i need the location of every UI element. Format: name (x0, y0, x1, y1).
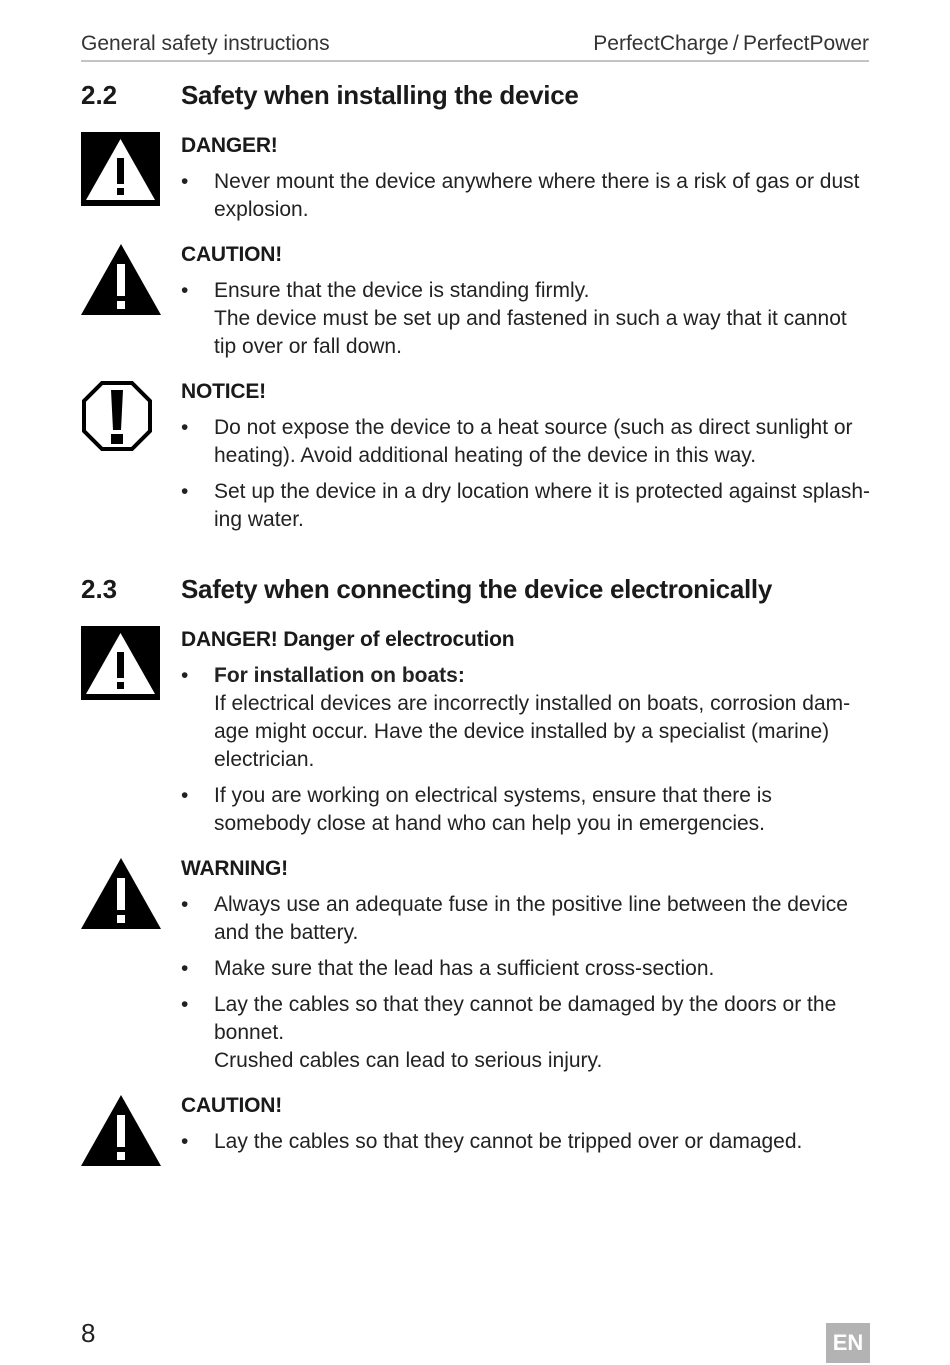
caution-triangle-icon (81, 1095, 161, 1169)
list-item: • Make sure that the lead has a sufficient cross-section. (181, 955, 871, 983)
header-chapter-title: General safety instructions (81, 32, 330, 55)
section-heading-2-2 (81, 80, 869, 111)
notice-label: NOTICE! (181, 380, 266, 403)
warning-label: WARNING! (181, 857, 288, 880)
list-item: • Do not expose the device to a heat source (such as direct sunlight or heating). Avoid additional heating of the device in this way. (181, 414, 871, 470)
page-number: 8 (81, 1318, 96, 1348)
danger-triangle-boxed-icon (81, 626, 160, 700)
list-item: • Lay the cables so that they cannot be damaged by the doors or the bonnet. Crushed cables can lead to serious injury. (181, 991, 871, 1075)
section-heading-2-3 (81, 574, 869, 605)
danger-label: DANGER! Danger of electrocution (181, 628, 515, 651)
list-item: • Set up the device in a dry location where it is protected against splashing water. (181, 478, 871, 534)
section-number: 2.2 (81, 80, 118, 110)
caution-label: CAUTION! (181, 243, 283, 266)
running-header (81, 30, 869, 62)
list-item: • Lay the cables so that they cannot be tripped over or damaged. (181, 1128, 871, 1156)
danger-label: DANGER! (181, 134, 278, 157)
list-item: • For installation on boats: If electrical devices are incorrectly installed on boats, corrosion damage might occur. Have the device installed by a specialist (marine) electrician. (181, 662, 871, 774)
warning-triangle-icon (81, 858, 161, 932)
section-title: Safety when installing the device (181, 80, 579, 110)
section-number: 2.3 (81, 574, 118, 604)
section-title: Safety when connecting the device electronically (181, 574, 773, 604)
caution-triangle-icon (81, 244, 161, 318)
caution-label: CAUTION! (181, 1094, 283, 1117)
list-item: • Never mount the device anywhere where there is a risk of gas or dust explosion. (181, 168, 871, 224)
danger-triangle-boxed-icon (81, 132, 160, 206)
notice-octagon-icon (81, 380, 153, 452)
list-item: • If you are working on electrical systems, ensure that there is somebody close at hand who can help you in emergencies. (181, 782, 871, 838)
header-product-name: PerfectCharge / PerfectPower (593, 32, 869, 55)
list-item: • Ensure that the device is standing firmly. The device must be set up and fastened in such a way that it cannot tip over or fall down. (181, 277, 871, 361)
item-lead: • For installation on boats: (214, 664, 465, 687)
list-item: • Always use an adequate fuse in the positive line between the device and the battery. (181, 891, 871, 947)
language-badge: EN (826, 1323, 870, 1363)
